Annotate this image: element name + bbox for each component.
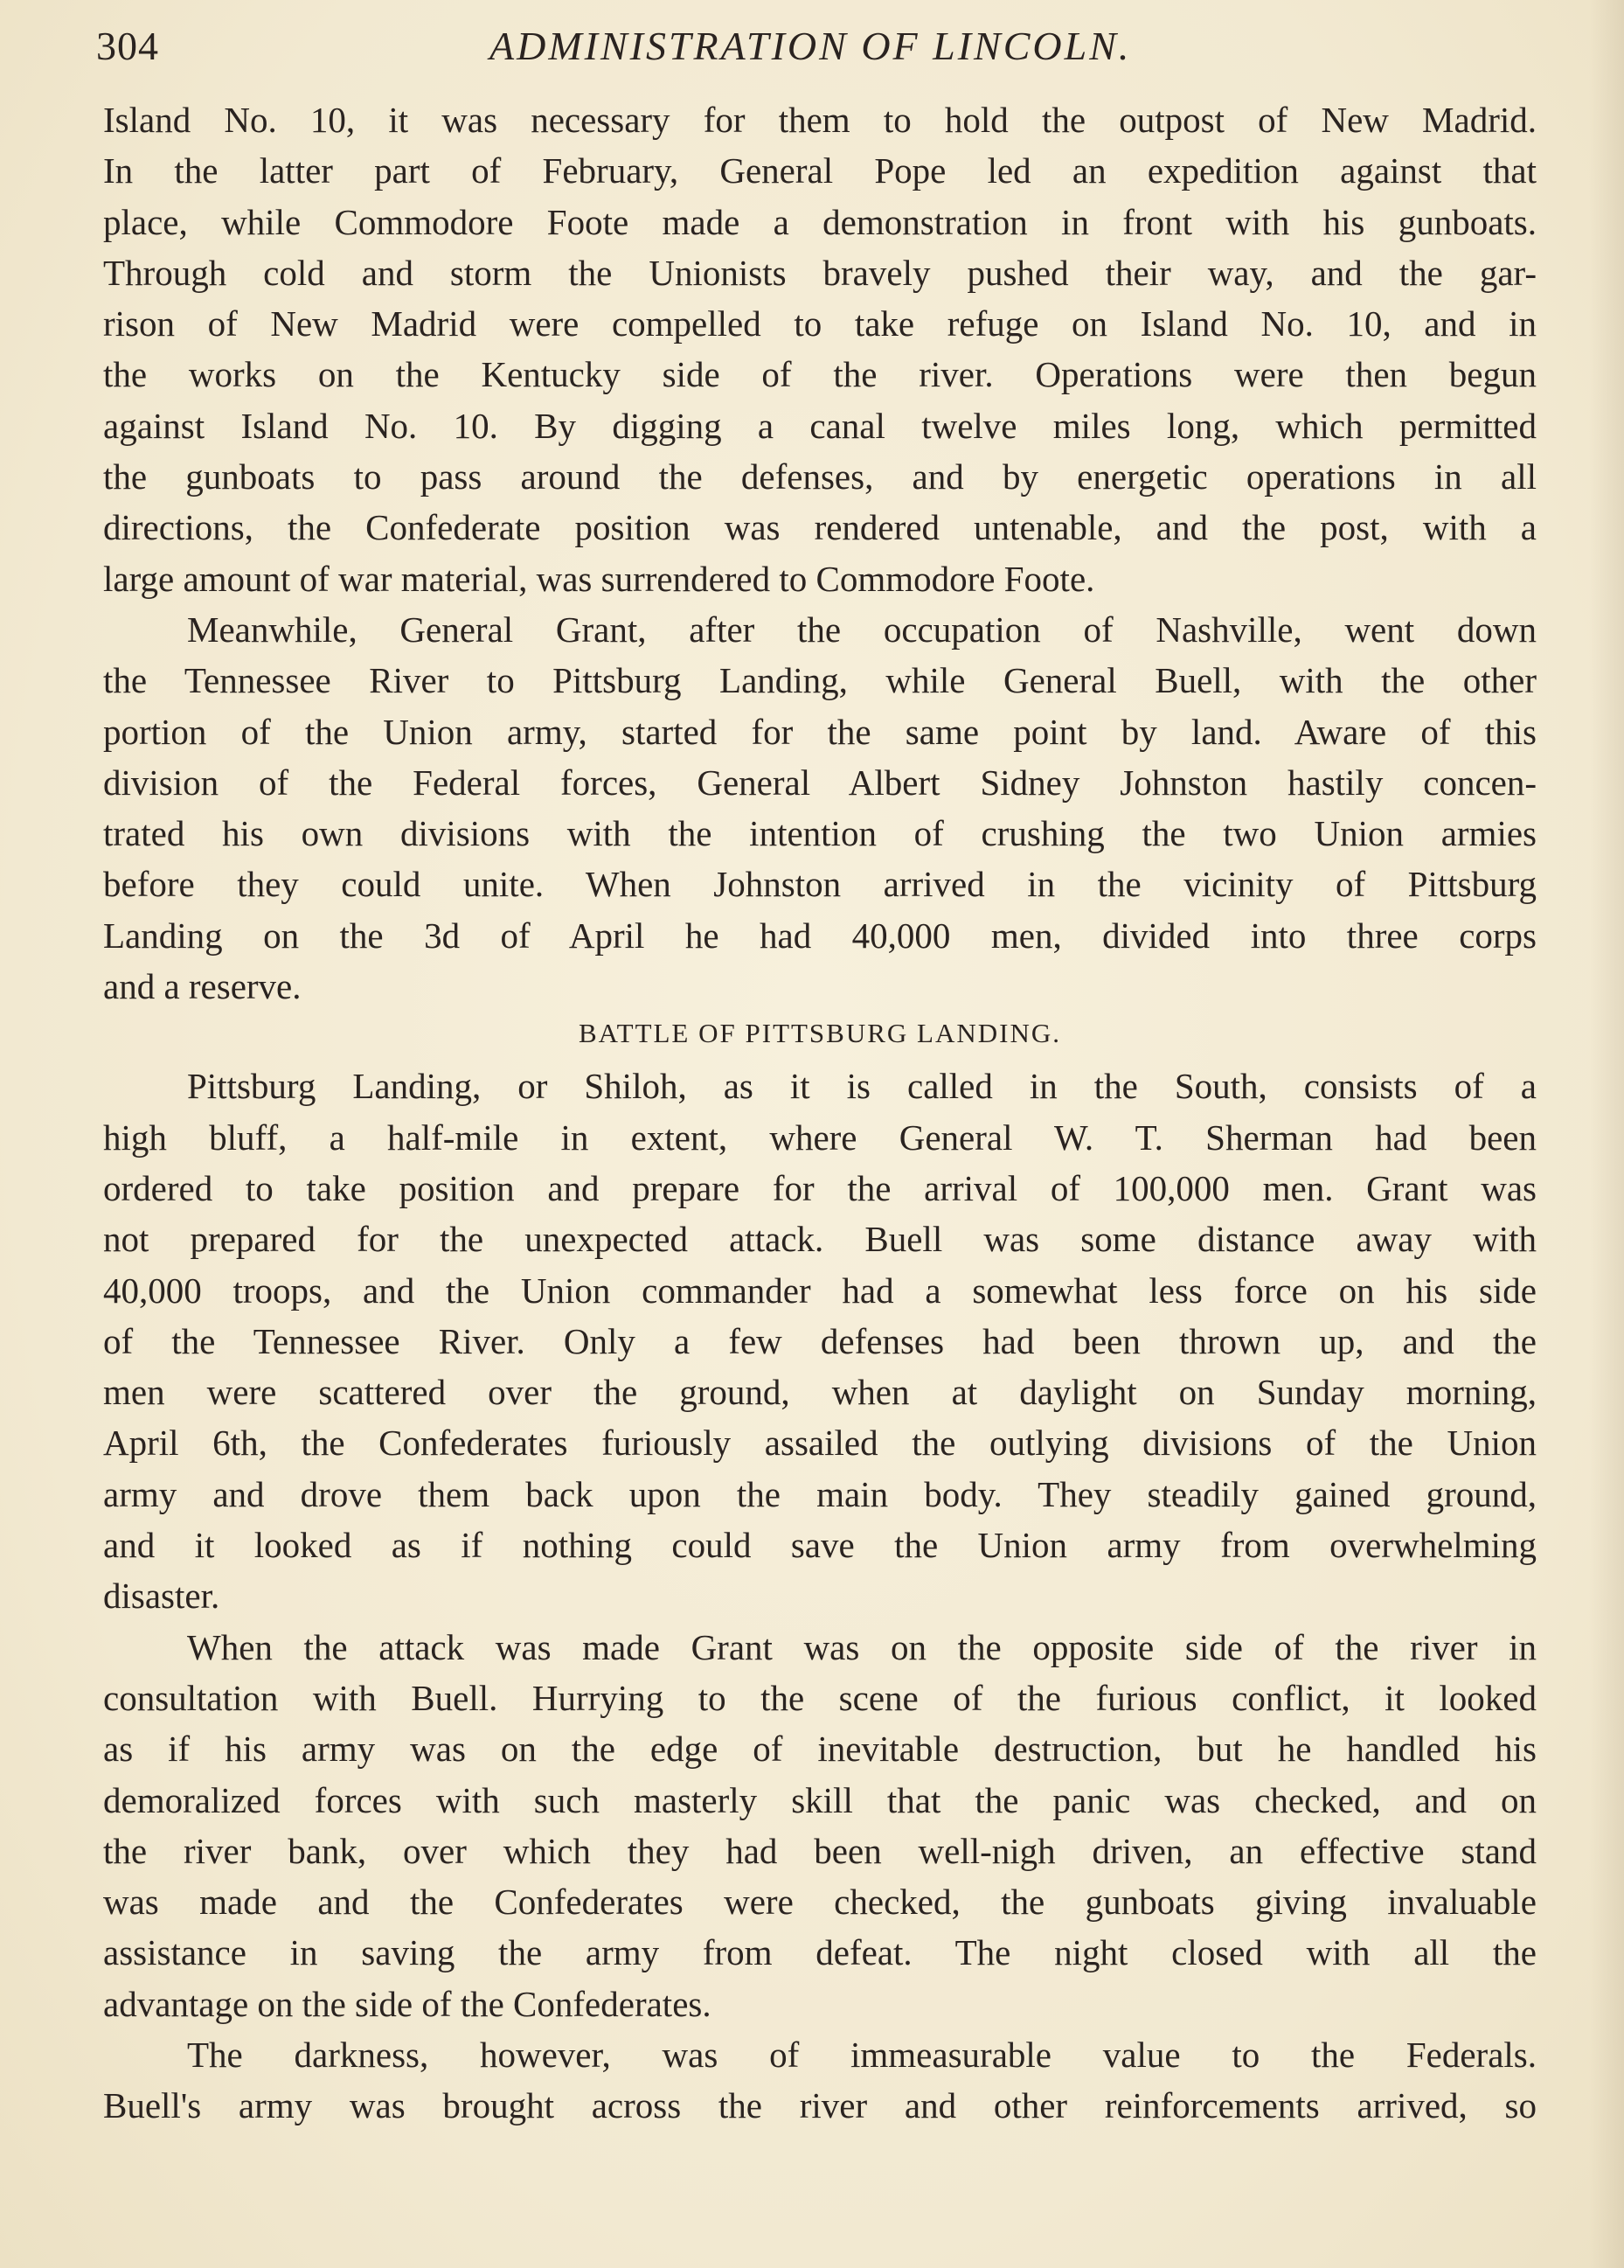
paragraph-2 [103, 604, 1537, 1012]
text-line: as if his army was on the edge of inevitable destruction, but he handled his [103, 1729, 1537, 1770]
text-line: April 6th, the Confederates furiously assailed the outlying divisions of the Union [103, 1423, 1537, 1464]
text-line: assistance in saving the army from defeat. The night closed with all the [103, 1932, 1537, 1973]
text-line: the river bank, over which they had been well-nigh driven, an effective stand [103, 1830, 1537, 1871]
text-line: demoralized forces with such masterly skill that the panic was checked, and on [103, 1779, 1537, 1820]
text-line: directions, the Confederate position was rendered untenable, and the post, with a [103, 507, 1537, 548]
text-line: was made and the Confederates were checked, the gunboats giving invaluable [103, 1882, 1537, 1923]
text-line: Meanwhile, General Grant, after the occupation of Nashville, went down [187, 609, 1537, 650]
text-line: large amount of war material, was surrendered to Commodore Foote. [103, 558, 1095, 599]
text-line: the Tennessee River to Pittsburg Landing, while General Buell, with the other [103, 660, 1537, 701]
text-line: consultation with Buell. Hurrying to the scene of the furious conflict, it looked [103, 1677, 1537, 1718]
page-number: 304 [96, 24, 159, 68]
page-header [96, 23, 1547, 75]
text-line: not prepared for the unexpected attack. Buell was some distance away with [103, 1219, 1537, 1260]
running-head: ADMINISTRATION OF LINCOLN. [489, 24, 1132, 68]
text-line: army and drove them back upon the main body. They steadily gained ground, [103, 1473, 1537, 1514]
text-line: high bluff, a half-mile in extent, where General W. T. Sherman had been [103, 1117, 1537, 1158]
binding-shadow [1589, 0, 1624, 2268]
text-line: trated his own divisions with the intention of crushing the two Union armies [103, 813, 1537, 854]
paragraph-1 [103, 94, 1537, 604]
text-line: Island No. 10, it was necessary for them to hold the outpost of New Madrid. [103, 100, 1537, 140]
text-line: Through cold and storm the Unionists bravely pushed their way, and the gar- [103, 252, 1537, 293]
text-line: The darkness, however, was of immeasurable value to the Federals. [187, 2034, 1537, 2075]
text-line: Landing on the 3d of April he had 40,000 men, divided into three corps [103, 915, 1537, 956]
text-line: the gunboats to pass around the defenses, and by energetic operations in all [103, 456, 1537, 497]
paragraph-5 [103, 2029, 1537, 2132]
text-line: and a reserve. [103, 966, 302, 1007]
text-line: advantage on the side of the Confederates. [103, 1983, 711, 2024]
paragraph-3 [103, 1061, 1537, 1621]
text-line: the works on the Kentucky side of the river. Operations were then begun [103, 354, 1537, 395]
text-line: When the attack was made Grant was on the opposite side of the river in [187, 1626, 1537, 1667]
text-line: before they could unite. When Johnston arrived in the vicinity of Pittsburg [103, 864, 1537, 905]
text-line: against Island No. 10. By digging a canal twelve miles long, which permitted [103, 405, 1537, 446]
section-heading: BATTLE OF PITTSBURG LANDING. [579, 1018, 1061, 1049]
text-line: rison of New Madrid were compelled to take refuge on Island No. 10, and in [103, 303, 1537, 344]
text-line: ordered to take position and prepare for the arrival of 100,000 men. Grant was [103, 1167, 1537, 1208]
text-line: Pittsburg Landing, or Shiloh, as it is called in the South, consists of a [187, 1066, 1537, 1107]
text-line: Buell's army was brought across the river and other reinforcements arrived, so [103, 2085, 1537, 2126]
text-line: 40,000 troops, and the Union commander had a somewhat less force on his side [103, 1270, 1537, 1311]
text-line: and it looked as if nothing could save the Union army from overwhelming [103, 1525, 1537, 1566]
paragraph-4 [103, 1622, 1537, 2029]
text-line: place, while Commodore Foote made a demonstration in front with his gunboats. [103, 201, 1537, 242]
text-line: division of the Federal forces, General Albert Sidney Johnston hastily concen- [103, 762, 1537, 803]
text-line: disaster. [103, 1576, 220, 1617]
text-line: portion of the Union army, started for the same point by land. Aware of this [103, 711, 1537, 752]
text-line: of the Tennessee River. Only a few defenses had been thrown up, and the [103, 1320, 1537, 1361]
body-text [103, 94, 1537, 2132]
text-line: In the latter part of February, General Pope led an expedition against that [103, 150, 1537, 191]
text-line: men were scattered over the ground, when at daylight on Sunday morning, [103, 1372, 1537, 1413]
